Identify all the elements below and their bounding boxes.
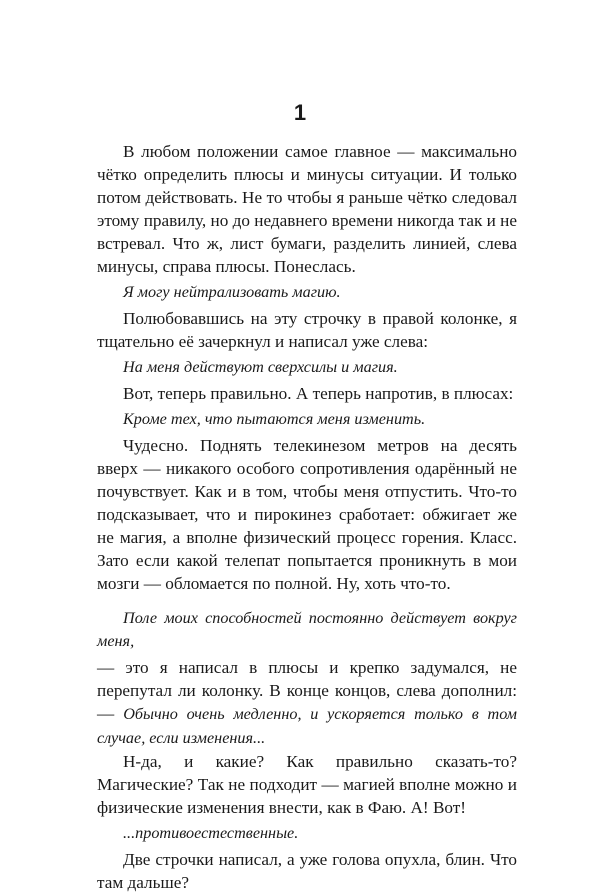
note-unnatural: ...противоестественные. (123, 824, 299, 842)
chapter-number: 1 (293, 100, 307, 125)
paragraph-12: Две строчки написал, а уже голова опухла, блин. Что там дальше? (97, 850, 517, 892)
note-neutralize-magic: Я могу нейтрализовать магию. (123, 283, 341, 301)
paragraph-10: Н-да, и какие? Как правильно сказать-то? Магические? Так не подходит — магией вполне можно и физические изменения внести, как в Фаю. А! Вот! (97, 752, 517, 817)
paragraph-9-start: — это я написал в плюсы и крепко задумался, не перепутал ли колонку. В конце концов, слева дополнил: — (97, 658, 517, 723)
paragraph-1: В любом положении самое главное — максимально чётко определить плюсы и минусы ситуации. И только потом действовать. Не то чтобы я раньше чётко следовал этому правилу, но до недавнего времени никогда так и не встревал. Что ж, лист бумаги, разделить линией, слева минусы, справа плюсы. Понеслась. (97, 142, 517, 276)
page-text (97, 140, 517, 894)
paragraph-9-italic: Обычно очень медленно, и ускоряется только в том случае, если изменения... (97, 705, 517, 747)
paragraph-3: Полюбовавшись на эту строчку в правой колонке, я тщательно её зачеркнул и написал уже слева: (97, 309, 517, 351)
note-ability-field: Поле моих способностей постоянно действует вокруг меня, (97, 609, 517, 650)
paragraph-9 (97, 656, 517, 750)
note-except-change: Кроме тех, что пытаются меня изменить. (123, 410, 426, 428)
paragraph-5: Вот, теперь правильно. А теперь напротив, в плюсах: (123, 384, 514, 403)
note-superpowers: На меня действуют сверхсилы и магия. (123, 358, 398, 376)
paragraph-7: Чудесно. Поднять телекинезом метров на десять вверх — никакого особого сопротивления одарённый не почувствует. Как и в том, чтобы меня отпустить. Что-то подсказывает, что и пирокинез сработает: обжигает же не магия, а вполне физический процесс горения. Класс. Зато если какой телепат попытается проникнуть в мои мозги — обломается по полной. Ну, хоть что-то. (97, 436, 517, 593)
